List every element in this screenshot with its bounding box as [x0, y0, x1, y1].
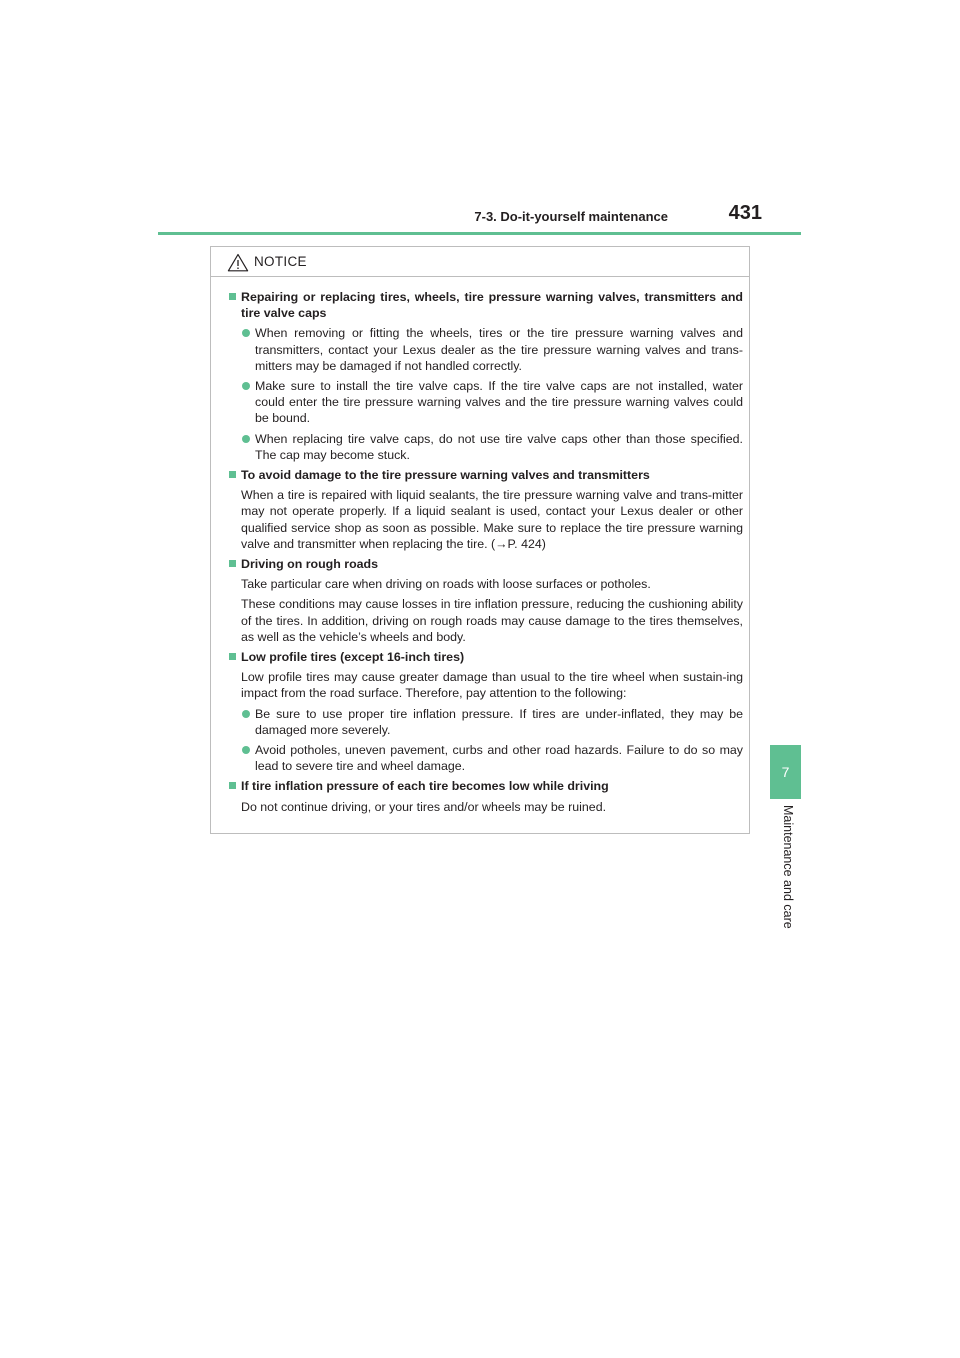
bullet-item — [229, 742, 743, 774]
bullet-item — [229, 378, 743, 427]
bullet-text: Be sure to use proper tire inflation pressure. If tires are under-inflated, they may be damaged more severely. — [255, 706, 743, 737]
header-rule — [158, 232, 801, 235]
bullet-text: Make sure to install the tire valve caps. If the tire valve caps are not installed, water could enter the tire pressure warning valves and the tire pressure warning valves could be bound. — [255, 379, 743, 426]
section-heading-text: Driving on rough roads — [241, 557, 378, 572]
section-heading — [229, 556, 743, 572]
notice-body — [211, 277, 749, 815]
notice-header — [211, 247, 749, 277]
bullet-item — [229, 431, 743, 463]
body-paragraph: When a tire is repaired with liquid sealants, the tire pressure warning valve and trans-mitter may not operate properly. If a liquid sealant is used, contact your Lexus dealer or other qualified service shop as soon as possible. Make sure to replace the tire pressure warning valve and transmitter when replacing the tire. (→P. 424) — [241, 488, 743, 551]
section-heading-text: Repairing or replacing tires, wheels, tire pressure warning valves, transmitters and tire valve caps — [241, 290, 743, 321]
section-heading — [229, 778, 743, 794]
round-bullet-icon — [242, 710, 250, 718]
section-heading-text: Low profile tires (except 16-inch tires) — [241, 650, 465, 665]
chapter-tab[interactable] — [770, 745, 801, 799]
body-paragraph: Take particular care when driving on roads with loose surfaces or potholes. — [241, 577, 651, 592]
section-heading-text: If tire inflation pressure of each tire becomes low while driving — [241, 779, 609, 794]
section-heading — [229, 467, 743, 483]
bullet-item — [229, 325, 743, 374]
bullet-text: When removing or fitting the wheels, tires or the tire pressure warning valves and transmitters, contact your Lexus dealer as the tire pressure warning valves and trans-mitters may be damaged if not handled correctly. — [255, 326, 743, 373]
square-bullet-icon — [229, 782, 236, 789]
bullet-text: Avoid potholes, uneven pavement, curbs and other road hazards. Failure to do so may lead to severe tire and wheel damage. — [255, 743, 743, 774]
section-heading — [229, 289, 743, 321]
chapter-label: Maintenance and care — [781, 805, 795, 929]
square-bullet-icon — [229, 560, 236, 567]
notice-box — [210, 246, 750, 834]
round-bullet-icon — [242, 382, 250, 390]
round-bullet-icon — [242, 746, 250, 754]
chapter-number: 7 — [781, 764, 790, 780]
bullet-text: When replacing tire valve caps, do not use tire valve caps other than those specified. The cap may become stuck. — [255, 431, 743, 462]
body-paragraph: Do not continue driving, or your tires and/or wheels may be ruined. — [241, 799, 607, 814]
notice-title: NOTICE — [254, 254, 307, 269]
square-bullet-icon — [229, 653, 236, 660]
round-bullet-icon — [242, 435, 250, 443]
square-bullet-icon — [229, 293, 236, 300]
square-bullet-icon — [229, 471, 236, 478]
warning-triangle-icon — [227, 253, 249, 272]
running-header-section: 7-3. Do-it-yourself maintenance — [474, 209, 668, 224]
bullet-item — [229, 706, 743, 738]
section-heading-text: To avoid damage to the tire pressure warning valves and transmitters — [241, 468, 650, 483]
section-heading — [229, 649, 743, 665]
body-paragraph: Low profile tires may cause greater damage than usual to the tire wheel when sustain-ing impact from the road surface. Therefore, pay attention to the following: — [241, 670, 743, 701]
round-bullet-icon — [242, 329, 250, 337]
body-paragraph: These conditions may cause losses in tire inflation pressure, reducing the cushioning ability of the tires. In addition, driving on rough roads may cause damage to the tires themselves, as well as the vehicle’s wheels and body. — [241, 597, 743, 644]
page-number: 431 — [728, 202, 762, 224]
